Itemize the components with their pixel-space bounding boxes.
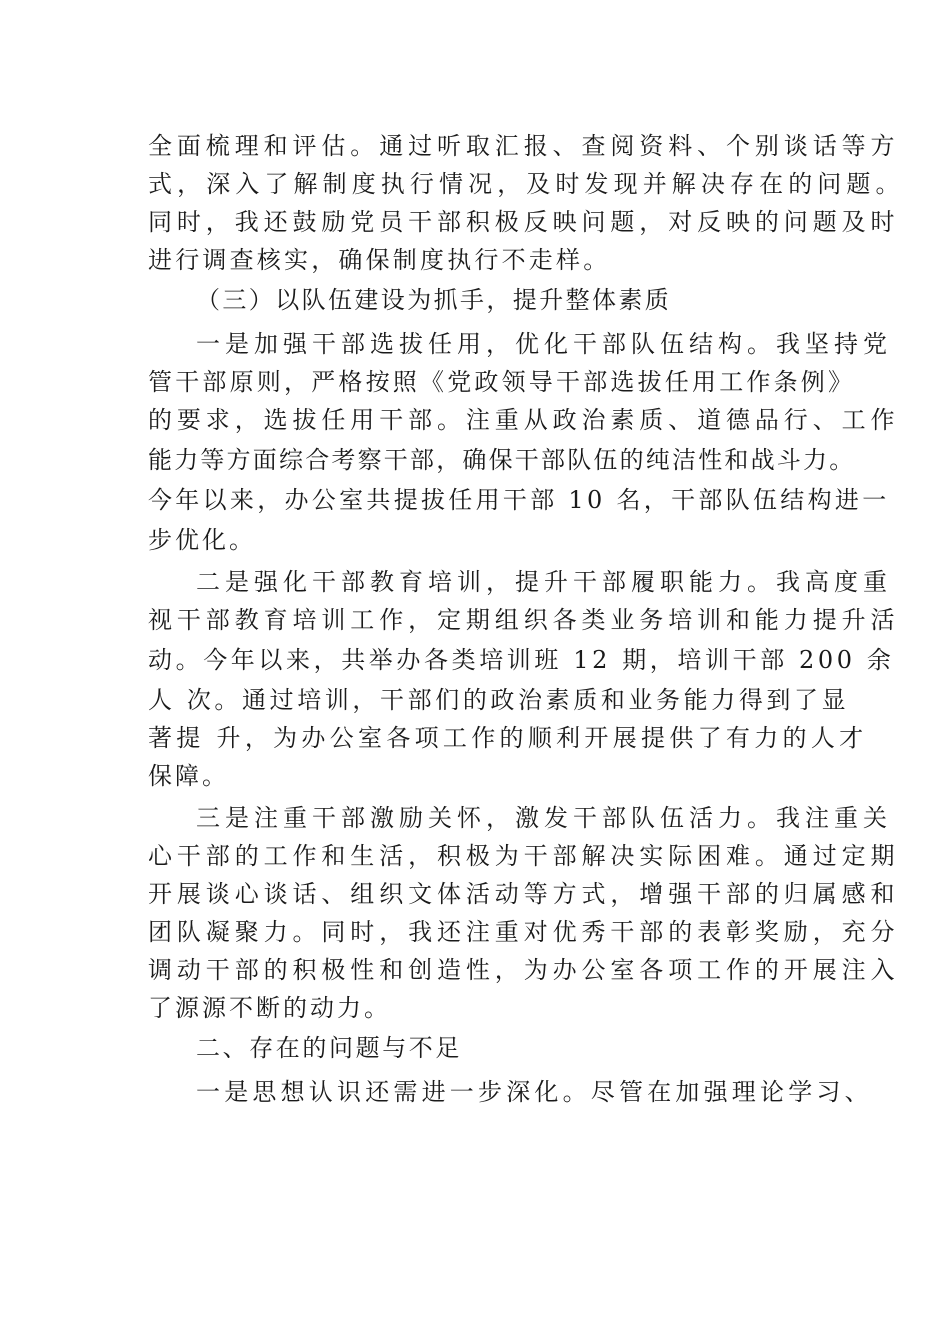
body-text-line: 的要求，选拔任用干部。注重从政治素质、道德品行、工作: [148, 406, 900, 434]
section-heading: 二、存在的问题与不足: [196, 1034, 462, 1062]
body-text-line: 著提 升，为办公室各项工作的顺利开展提供了有力的人才: [148, 724, 868, 752]
body-text-line: 进行调查核实，确保制度执行不走样。: [148, 246, 611, 274]
section-heading: （三）以队伍建设为抓手，提升整体素质: [196, 286, 672, 314]
body-text-line: 人 次。通过培训，干部们的政治素质和业务能力得到了显: [148, 686, 850, 714]
body-text-line: 团队凝聚力。同时，我还注重对优秀干部的表彰奖励，充分: [148, 918, 900, 946]
body-text-line: 开展谈心谈话、组织文体活动等方式，增强干部的归属感和: [148, 880, 900, 908]
body-text-line: 了源源不断的动力。: [148, 994, 391, 1022]
body-text-line: 全面梳理和评估。通过听取汇报、查阅资料、个别谈话等方: [148, 132, 900, 160]
body-text-line: 动。今年以来，共举办各类培训班 12 期，培训干部 200 余: [148, 646, 895, 674]
body-text-line: 式，深入了解制度执行情况，及时发现并解决存在的问题。: [148, 170, 905, 198]
body-text-line: 心干部的工作和生活，积极为干部解决实际困难。通过定期: [148, 842, 900, 870]
body-text-line: 调动干部的积极性和创造性，为办公室各项工作的开展注入: [148, 956, 900, 984]
body-text-line: 视干部教育培训工作，定期组织各类业务培训和能力提升活: [148, 606, 900, 634]
paragraph-first-line: 一是加强干部选拔任用，优化干部队伍结构。我坚持党: [196, 330, 892, 358]
body-text-line: 管干部原则，严格按照《党政领导干部选拔任用工作条例》: [148, 368, 856, 396]
body-text-line: 能力等方面综合考察干部，确保干部队伍的纯洁性和战斗力。: [148, 446, 856, 474]
paragraph-first-line: 二是强化干部教育培训，提升干部履职能力。我高度重: [196, 568, 892, 596]
paragraph-first-line: 一是思想认识还需进一步深化。尽管在加强理论学习、: [196, 1078, 873, 1106]
body-text-line: 保障。: [148, 762, 229, 790]
body-text-line: 同时，我还鼓励党员干部积极反映问题，对反映的问题及时: [148, 208, 900, 236]
paragraph-first-line: 三是注重干部激励关怀，激发干部队伍活力。我注重关: [196, 804, 892, 832]
body-text-line: 今年以来，办公室共提拔任用干部 10 名，干部队伍结构进一: [148, 486, 890, 514]
body-text-line: 步优化。: [148, 526, 256, 554]
